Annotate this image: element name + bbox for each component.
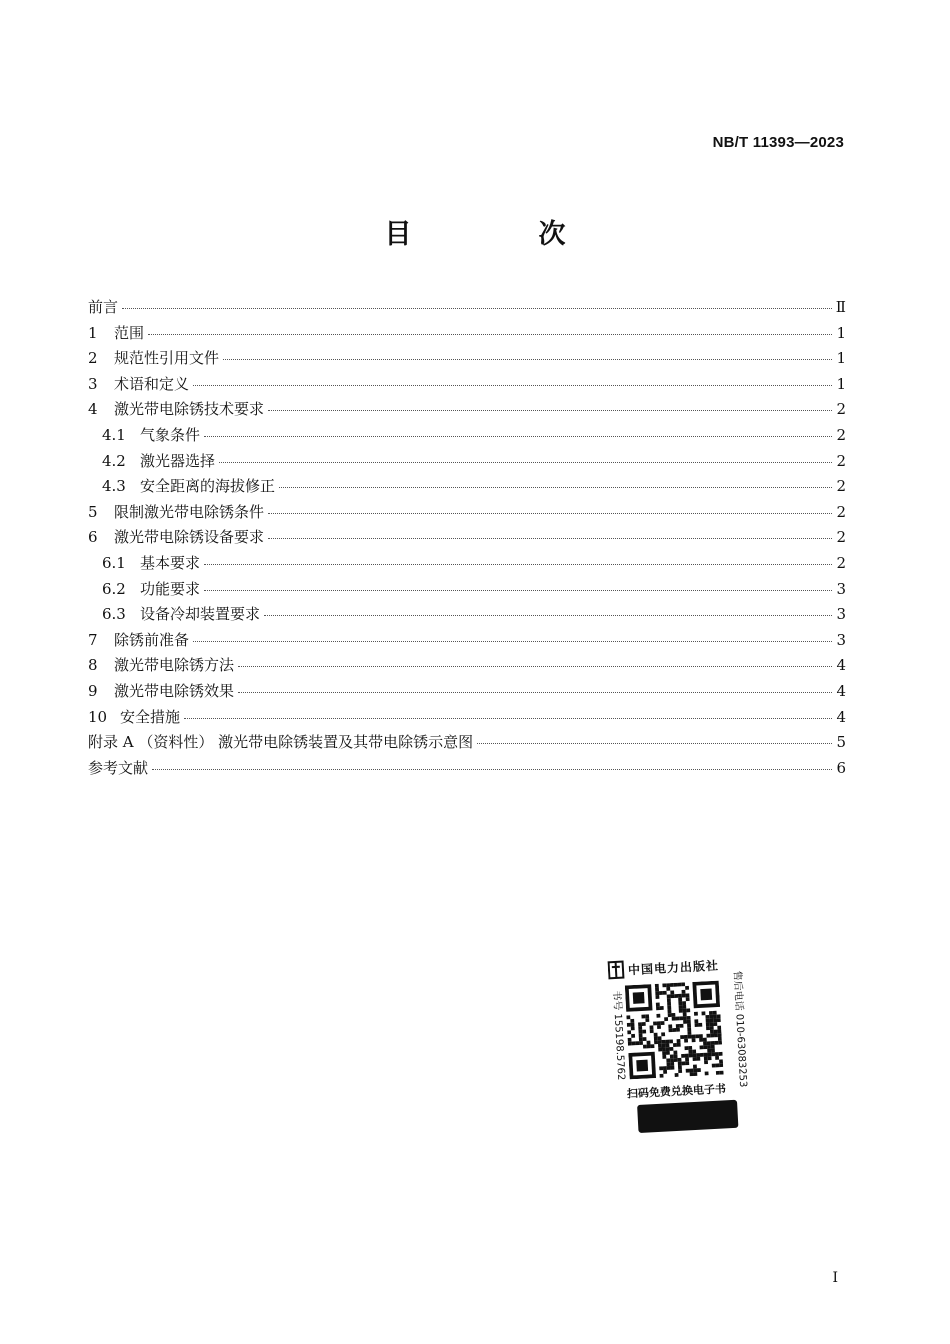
toc-entry-page: 2 <box>836 400 846 419</box>
book-number: 书号 155198.5762 <box>610 990 627 1081</box>
toc-leader-dots <box>223 349 832 360</box>
toc-entry-number: 3 <box>88 374 98 393</box>
toc-entry-page: 4 <box>836 681 846 700</box>
toc-entry-page: 2 <box>836 553 846 572</box>
toc-leader-dots <box>268 528 832 539</box>
toc-leader-dots <box>264 605 832 616</box>
toc-entry-label: 设备冷却装置要求 <box>140 605 261 624</box>
toc-entry[interactable] <box>88 295 846 321</box>
toc-leader-dots <box>193 375 832 386</box>
toc-entry-page: 2 <box>836 528 846 547</box>
toc-entry[interactable] <box>88 500 846 526</box>
toc-entry-number: 6.3 <box>102 605 126 624</box>
toc-leader-dots <box>268 503 832 514</box>
hotline: 售后电话 010-63083253 <box>731 970 749 1088</box>
toc-entry-label: 激光带电除锈设备要求 <box>114 528 265 547</box>
toc-leader-dots <box>477 733 832 744</box>
toc-leader-dots <box>148 324 832 335</box>
toc-entry-page: 4 <box>836 656 846 675</box>
toc-leader-dots <box>219 452 832 463</box>
toc-entry-number: 7 <box>88 630 98 649</box>
toc-entry-label: 前言 <box>88 298 119 316</box>
toc-entry-label: 安全距离的海拔修正 <box>140 477 276 496</box>
toc-leader-dots <box>152 759 832 770</box>
page-number: I <box>832 1270 838 1286</box>
toc-entry-label: 激光带电除锈方法 <box>114 656 235 675</box>
toc-entry-number: 2 <box>88 349 98 368</box>
toc-entry[interactable] <box>88 756 846 782</box>
toc-entry[interactable] <box>88 653 846 679</box>
toc-entry-page: 5 <box>836 733 846 752</box>
qr-code[interactable] <box>625 981 724 1080</box>
toc-leader-dots <box>268 400 832 411</box>
redacted-code-box <box>637 1100 738 1133</box>
toc-leader-dots <box>204 580 832 591</box>
toc-entry-label: 术语和定义 <box>114 374 190 393</box>
toc-entry-label: 参考文献 <box>88 758 149 777</box>
toc-entry-label: 激光带电除锈技术要求 <box>114 400 265 419</box>
toc-entry-page: 2 <box>836 477 846 496</box>
toc-entry-number: 4.1 <box>102 425 126 444</box>
toc-leader-dots <box>238 682 832 693</box>
toc-entry[interactable] <box>88 449 846 475</box>
toc-entry-number: 6 <box>88 528 98 547</box>
toc-title: 目 次 <box>384 219 616 250</box>
toc-entry-page: 2 <box>836 425 846 444</box>
toc-entry-page: 3 <box>836 630 846 649</box>
toc-entry-number: 4.3 <box>102 477 126 496</box>
toc-entry[interactable] <box>88 525 846 551</box>
toc-entry[interactable] <box>88 474 846 500</box>
toc-entry-number: 4 <box>88 400 98 419</box>
toc-entry[interactable] <box>88 705 846 731</box>
toc-entry-page: Ⅱ <box>835 298 846 316</box>
toc-entry-number: 10 <box>88 707 108 726</box>
toc-entry-label: 功能要求 <box>140 579 201 598</box>
toc-entry-label: 规范性引用文件 <box>114 349 220 368</box>
toc-entry-label: 安全措施 <box>120 707 181 726</box>
toc-entry-page: 6 <box>836 758 846 777</box>
toc-entry-page: 1 <box>836 349 846 368</box>
toc-entry-number: 1 <box>88 323 98 342</box>
toc-entry[interactable] <box>88 397 846 423</box>
publisher-name: 中国电力出版社 <box>627 958 720 978</box>
toc-leader-dots <box>238 656 832 667</box>
toc-entry[interactable] <box>88 577 846 603</box>
toc-leader-dots <box>184 708 832 719</box>
toc-leader-dots <box>122 298 832 309</box>
toc-entry-page: 3 <box>836 605 846 624</box>
toc-entry-page: 2 <box>836 451 846 470</box>
toc-entry-label: 激光带电除锈效果 <box>114 681 235 700</box>
toc-entry-number: 6.1 <box>102 553 126 572</box>
toc-entry[interactable] <box>88 372 846 398</box>
toc-entry[interactable] <box>88 551 846 577</box>
toc-entry-label: 范围 <box>114 323 145 342</box>
toc-entry-label: 附录 A （资料性） 激光带电除锈装置及其带电除锈示意图 <box>88 733 474 752</box>
toc-entry[interactable] <box>88 602 846 628</box>
toc-entry-number: 8 <box>88 656 98 675</box>
toc-entry[interactable] <box>88 423 846 449</box>
standard-code: NB/T 11393—2023 <box>712 134 844 151</box>
toc-entry-page: 1 <box>836 323 846 342</box>
toc-entry-page: 2 <box>836 502 846 521</box>
toc-entry-page: 1 <box>836 374 846 393</box>
toc-entry[interactable] <box>88 628 846 654</box>
toc-entry[interactable] <box>88 730 846 756</box>
toc-entry[interactable] <box>88 679 846 705</box>
toc-entry-number: 6.2 <box>102 579 126 598</box>
toc-leader-dots <box>279 477 832 488</box>
toc-leader-dots <box>193 631 832 642</box>
toc-entry[interactable] <box>88 346 846 372</box>
toc-entry-label: 限制激光带电除锈条件 <box>114 502 265 521</box>
toc-entry-label: 激光器选择 <box>140 451 216 470</box>
toc-entry-page: 3 <box>836 579 846 598</box>
toc-entry-page: 4 <box>836 707 846 726</box>
toc-entry-label: 除锈前准备 <box>114 630 190 649</box>
scan-text: 扫码免费兑换电子书 <box>626 1082 727 1101</box>
qr-sticker <box>601 952 749 1139</box>
toc-entry-label: 气象条件 <box>140 425 201 444</box>
toc-entry-number: 5 <box>88 502 98 521</box>
table-of-contents <box>88 295 846 781</box>
toc-entry-number: 4.2 <box>102 451 126 470</box>
toc-entry-label: 基本要求 <box>140 553 201 572</box>
toc-leader-dots <box>204 554 832 565</box>
toc-entry[interactable] <box>88 321 846 347</box>
toc-leader-dots <box>204 426 832 437</box>
toc-entry-number: 9 <box>88 681 98 700</box>
